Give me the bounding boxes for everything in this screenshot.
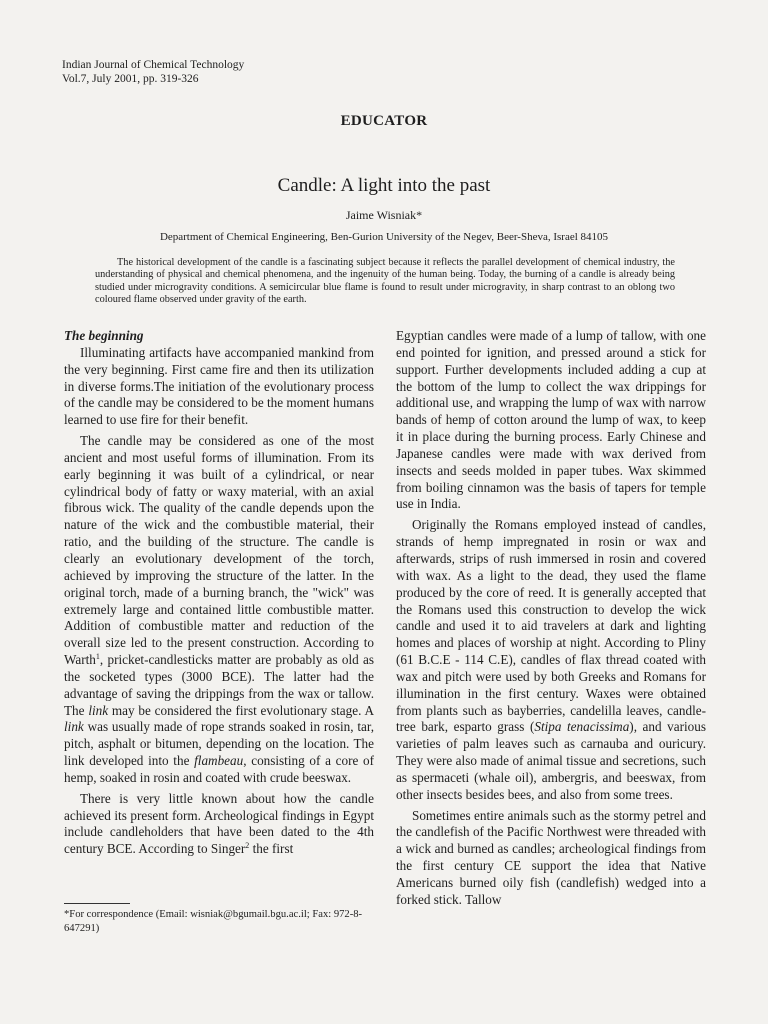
correspondence-footnote: *For correspondence (Email: wisniak@bgumail.bgu.ac.il; Fax: 972-8-647291) — [64, 909, 363, 934]
abstract: The historical development of the candle is a fascinating subject because it reflects the parallel development of chemical industry, the understanding of physical and chemical phenomena, and the ingenuity of the human being. Today, the burning of a candle is already being studied under microgravity conditions. A semicircular blue flame is found to result under microgravity, in sharp contrast to an oblong two coloured flame observed under gravity of the earth. — [95, 257, 675, 306]
citation-ref: 1 — [95, 652, 100, 662]
paragraph: Sometimes entire animals such as the stormy petrel and the candlefish of the Pacific Northwest were threaded with a wick and burned as candles; archeological findings from the first century CE support the idea that Native Americans burned oily fish (candlefish) wedged into a forked stick. Tallow — [396, 807, 706, 907]
section-heading: The beginning — [64, 328, 144, 343]
citation-ref: 2 — [245, 841, 250, 851]
article-title: Candle: A light into the past — [277, 175, 491, 196]
left-column — [64, 328, 374, 862]
paragraph: The candle may be considered as one of the most ancient and most useful forms of illumination. From its early beginning it was built of a cylindrical, or near cylindrical body of fatty or waxy material, with an axial fibrous wick. The quality of the candle depends upon the nature of the wick and the combustible material, their ratio, and the building of the structure. The candle is clearly an evolutionary development of the torch, achieved by improving the structure of the latter. In the original torch, made of a burning branch, the "wick" was extremely large and contained little combustible matter. Addition of combustible matter and reduction of the overall size led to the present construction. According to Warth$^1$, pricket-candlesticks matter are probably as old as the socketed types (3000 BCE). The latter had the advantage of saving the drippings from the wax or tallow. The link may be considered the first evolutionary stage. A link was usually made of rope strands soaked in rosin, tar, pitch, asphalt or bitumen, depending on the location. The link developed into the flambeau, consisting of a core of hemp, soaked in rosin and coated with crude beeswax. — [64, 433, 374, 785]
paragraph: Originally the Romans employed instead of candles, strands of hemp impregnated in rosin or wax and afterwards, strips of rush immersed in rosin and covered with wax. As a light to the dead, they used the flame produced by the core of reed. It is generally accepted that the Romans used this construction to develop the wick candle and used it to aid travelers at dark and lighting homes and places of worship at night. According to Pliny (61 B.C.E - 114 C.E), candles of flax thread coated with wax and pitch were used by both Greeks and Romans for illumination in the first century. Waxes were obtained from plants such as bayberries, candelilla leaves, candle-tree bark, esparto grass (Stipa tenacissima), and various varieties of palm leaves such as carnauba and ouricury. They were also made of animal tissue and secretions, such as spermaceti (whale oil), ambergris, and beeswax, from other insects besides bees, and also from some trees. — [396, 517, 706, 802]
right-column — [396, 328, 706, 913]
paragraph: There is very little known about how the candle achieved its present form. Archeological findings in Egypt include candleholders that have been dated to the 4th century BCE. According to Singer$^2$ the first — [64, 790, 374, 857]
author-name: Jaime Wisniak* — [345, 208, 423, 222]
journal-citation — [62, 58, 244, 86]
paragraph: Egyptian candles were made of a lump of tallow, with one end pointed for ignition, and pressed around a stick for support. Further developments included adding a cup at the bottom of the lump to collect the wax drippings for additional use, and wrapping the lump of wax with narrow bands of hemp of cotton around the lump of wax, to keep it in place during the burning process. Early Chinese and Japanese candles were made with wax derived from insects and seeds molded in paper tubes. Wax skimmed from boiling cinnamon was the basis of tapers for temple use in India. — [396, 328, 706, 512]
journal-issue: Vol.7, July 2001, pp. 319-326 — [62, 73, 199, 85]
journal-name: Indian Journal of Chemical Technology — [62, 59, 245, 71]
section-label: EDUCATOR — [340, 113, 428, 129]
footnote-rule — [64, 903, 130, 904]
paragraph: Illuminating artifacts have accompanied mankind from the very beginning. First came fire and then its utilization in diverse forms.The initiation of the evolutionary process of the candle may be considered to be the moment humans learned to use fire for their benefit. — [64, 344, 374, 428]
author-affiliation: Department of Chemical Engineering, Ben-Gurion University of the Negev, Beer-Sheva, Israel 84105 — [159, 231, 609, 243]
